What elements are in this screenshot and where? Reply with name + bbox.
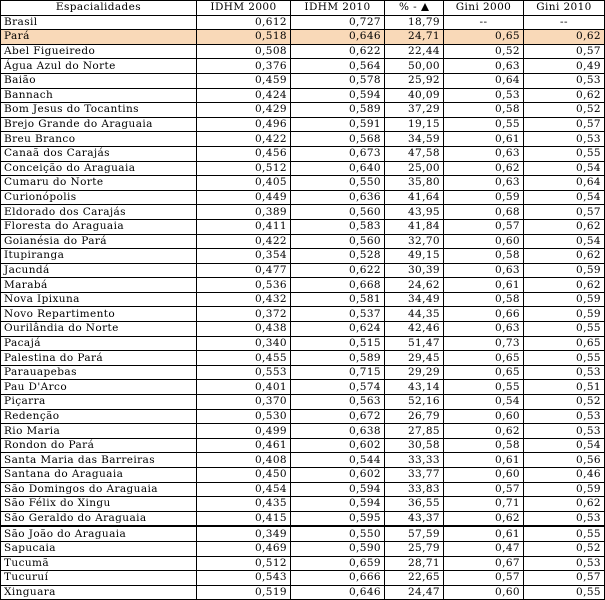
- cell-espacialidade: Novo Repartimento: [1, 307, 197, 322]
- cell-idhm-2000: 0,496: [197, 117, 291, 132]
- cell-percent: 36,55: [385, 497, 444, 512]
- table-row: [1, 73, 605, 88]
- cell-espacialidade: Marabá: [1, 278, 197, 293]
- cell-espacialidade: Xinguara: [1, 585, 197, 600]
- cell-gini-2010: --: [524, 15, 605, 30]
- cell-idhm-2000: 0,519: [197, 585, 291, 600]
- cell-gini-2000: 0,59: [444, 190, 524, 205]
- table-row: [1, 468, 605, 483]
- cell-idhm-2000: 0,415: [197, 511, 291, 526]
- cell-idhm-2010: 0,646: [291, 585, 385, 600]
- cell-percent: 29,29: [385, 365, 444, 380]
- cell-gini-2010: 0,53: [524, 132, 605, 147]
- cell-idhm-2010: 0,528: [291, 249, 385, 264]
- cell-idhm-2000: 0,429: [197, 103, 291, 118]
- table-row: [1, 307, 605, 322]
- table-row: [1, 571, 605, 586]
- cell-idhm-2010: 0,624: [291, 322, 385, 337]
- cell-idhm-2010: 0,544: [291, 453, 385, 468]
- cell-gini-2000: 0,67: [444, 556, 524, 571]
- cell-idhm-2000: 0,450: [197, 468, 291, 483]
- cell-espacialidade: Redenção: [1, 409, 197, 424]
- cell-percent: 41,64: [385, 190, 444, 205]
- cell-percent: 47,58: [385, 146, 444, 161]
- table-row: [1, 263, 605, 278]
- cell-gini-2000: 0,47: [444, 541, 524, 556]
- cell-idhm-2000: 0,389: [197, 205, 291, 220]
- cell-gini-2010: 0,62: [524, 30, 605, 45]
- cell-gini-2010: 0,55: [524, 146, 605, 161]
- cell-percent: 34,49: [385, 292, 444, 307]
- cell-gini-2000: 0,73: [444, 336, 524, 351]
- cell-idhm-2000: 0,508: [197, 44, 291, 59]
- cell-gini-2010: 0,55: [524, 351, 605, 366]
- cell-gini-2000: 0,64: [444, 73, 524, 88]
- cell-percent: 51,47: [385, 336, 444, 351]
- cell-idhm-2010: 0,574: [291, 380, 385, 395]
- cell-gini-2000: 0,61: [444, 453, 524, 468]
- cell-gini-2010: 0,65: [524, 336, 605, 351]
- cell-percent: 40,09: [385, 88, 444, 103]
- cell-gini-2000: 0,55: [444, 117, 524, 132]
- header-row: [1, 1, 605, 16]
- table-row: [1, 556, 605, 571]
- cell-gini-2000: 0,58: [444, 103, 524, 118]
- table-row: [1, 482, 605, 497]
- cell-percent: 42,46: [385, 322, 444, 337]
- cell-idhm-2000: 0,469: [197, 541, 291, 556]
- cell-idhm-2000: 0,438: [197, 322, 291, 337]
- cell-espacialidade: Santana do Araguaia: [1, 468, 197, 483]
- cell-idhm-2000: 0,411: [197, 219, 291, 234]
- cell-espacialidade: Água Azul do Norte: [1, 59, 197, 74]
- cell-idhm-2000: 0,454: [197, 482, 291, 497]
- cell-gini-2000: 0,63: [444, 59, 524, 74]
- cell-espacialidade: Floresta do Araguaia: [1, 219, 197, 234]
- cell-gini-2000: 0,58: [444, 292, 524, 307]
- cell-percent: 24,71: [385, 30, 444, 45]
- cell-percent: 30,58: [385, 438, 444, 453]
- cell-idhm-2000: 0,340: [197, 336, 291, 351]
- cell-idhm-2010: 0,550: [291, 526, 385, 541]
- header-gini-2000: Gini 2000: [444, 1, 524, 16]
- cell-gini-2000: --: [444, 15, 524, 30]
- cell-idhm-2010: 0,583: [291, 219, 385, 234]
- cell-gini-2010: 0,57: [524, 205, 605, 220]
- header-percent-change[interactable]: [385, 1, 444, 16]
- cell-idhm-2010: 0,595: [291, 511, 385, 526]
- cell-percent: 43,14: [385, 380, 444, 395]
- cell-idhm-2010: 0,646: [291, 30, 385, 45]
- cell-espacialidade: Ourilândia do Norte: [1, 322, 197, 337]
- table-row: [1, 103, 605, 118]
- cell-percent: 25,79: [385, 541, 444, 556]
- cell-idhm-2010: 0,659: [291, 556, 385, 571]
- table-row: [1, 424, 605, 439]
- cell-percent: 33,33: [385, 453, 444, 468]
- cell-gini-2010: 0,52: [524, 541, 605, 556]
- cell-idhm-2000: 0,456: [197, 146, 291, 161]
- cell-gini-2000: 0,53: [444, 88, 524, 103]
- cell-gini-2000: 0,57: [444, 219, 524, 234]
- cell-gini-2010: 0,62: [524, 278, 605, 293]
- cell-gini-2010: 0,59: [524, 292, 605, 307]
- cell-idhm-2010: 0,638: [291, 424, 385, 439]
- cell-idhm-2010: 0,622: [291, 263, 385, 278]
- cell-idhm-2000: 0,455: [197, 351, 291, 366]
- cell-gini-2010: 0,57: [524, 571, 605, 586]
- cell-espacialidade: Canaã dos Carajás: [1, 146, 197, 161]
- table-row: [1, 322, 605, 337]
- cell-espacialidade: Parauapebas: [1, 365, 197, 380]
- cell-idhm-2010: 0,673: [291, 146, 385, 161]
- header-idhm-2010: IDHM 2010: [291, 1, 385, 16]
- cell-idhm-2000: 0,543: [197, 571, 291, 586]
- cell-gini-2010: 0,55: [524, 322, 605, 337]
- cell-gini-2010: 0,51: [524, 380, 605, 395]
- cell-idhm-2000: 0,530: [197, 409, 291, 424]
- cell-gini-2010: 0,62: [524, 249, 605, 264]
- table-row: [1, 365, 605, 380]
- cell-percent: 29,45: [385, 351, 444, 366]
- table-row: [1, 278, 605, 293]
- cell-idhm-2000: 0,422: [197, 234, 291, 249]
- cell-gini-2000: 0,60: [444, 234, 524, 249]
- cell-espacialidade: Pau D'Arco: [1, 380, 197, 395]
- cell-gini-2000: 0,60: [444, 468, 524, 483]
- cell-gini-2000: 0,65: [444, 351, 524, 366]
- table-row: [1, 190, 605, 205]
- cell-percent: 30,39: [385, 263, 444, 278]
- cell-gini-2010: 0,53: [524, 365, 605, 380]
- cell-gini-2010: 0,64: [524, 176, 605, 191]
- table-row: [1, 249, 605, 264]
- cell-espacialidade: São Domingos do Araguaia: [1, 482, 197, 497]
- cell-idhm-2010: 0,636: [291, 190, 385, 205]
- table-row: [1, 511, 605, 526]
- cell-percent: 52,16: [385, 395, 444, 410]
- cell-espacialidade: Jacundá: [1, 263, 197, 278]
- table-row: [1, 409, 605, 424]
- cell-percent: 44,35: [385, 307, 444, 322]
- cell-espacialidade: Bannach: [1, 88, 197, 103]
- cell-gini-2000: 0,57: [444, 571, 524, 586]
- cell-idhm-2010: 0,666: [291, 571, 385, 586]
- table-row: [1, 30, 605, 45]
- cell-espacialidade: Cumaru do Norte: [1, 176, 197, 191]
- cell-gini-2000: 0,58: [444, 438, 524, 453]
- cell-gini-2000: 0,61: [444, 132, 524, 147]
- cell-gini-2010: 0,54: [524, 190, 605, 205]
- cell-gini-2010: 0,53: [524, 73, 605, 88]
- cell-idhm-2000: 0,518: [197, 30, 291, 45]
- header-espacialidades: Espacialidades: [1, 1, 197, 16]
- cell-espacialidade: Conceição do Araguaia: [1, 161, 197, 176]
- cell-espacialidade: Brasil: [1, 15, 197, 30]
- cell-idhm-2010: 0,640: [291, 161, 385, 176]
- cell-idhm-2010: 0,668: [291, 278, 385, 293]
- table-row: [1, 219, 605, 234]
- cell-percent: 25,00: [385, 161, 444, 176]
- cell-gini-2010: 0,54: [524, 438, 605, 453]
- cell-espacialidade: São Geraldo do Araguaia: [1, 511, 197, 526]
- cell-espacialidade: Rondon do Pará: [1, 438, 197, 453]
- table-row: [1, 88, 605, 103]
- table-row: [1, 146, 605, 161]
- cell-gini-2010: 0,53: [524, 424, 605, 439]
- table-row: [1, 380, 605, 395]
- cell-gini-2000: 0,63: [444, 146, 524, 161]
- cell-espacialidade: Bom Jesus do Tocantins: [1, 103, 197, 118]
- cell-gini-2000: 0,55: [444, 380, 524, 395]
- table-row: [1, 526, 605, 541]
- cell-gini-2010: 0,59: [524, 263, 605, 278]
- cell-gini-2000: 0,68: [444, 205, 524, 220]
- cell-gini-2010: 0,57: [524, 44, 605, 59]
- cell-idhm-2010: 0,715: [291, 365, 385, 380]
- cell-idhm-2010: 0,589: [291, 351, 385, 366]
- cell-gini-2010: 0,49: [524, 59, 605, 74]
- cell-espacialidade: Palestina do Pará: [1, 351, 197, 366]
- cell-gini-2010: 0,46: [524, 468, 605, 483]
- table-row: [1, 585, 605, 600]
- table-row: [1, 117, 605, 132]
- cell-gini-2010: 0,55: [524, 526, 605, 541]
- cell-idhm-2010: 0,594: [291, 88, 385, 103]
- table-row: [1, 336, 605, 351]
- cell-percent: 50,00: [385, 59, 444, 74]
- cell-percent: 43,95: [385, 205, 444, 220]
- cell-idhm-2000: 0,461: [197, 438, 291, 453]
- cell-idhm-2010: 0,602: [291, 468, 385, 483]
- cell-gini-2000: 0,61: [444, 278, 524, 293]
- cell-percent: 24,62: [385, 278, 444, 293]
- cell-percent: 22,44: [385, 44, 444, 59]
- header-idhm-2000: IDHM 2000: [197, 1, 291, 16]
- cell-percent: 26,79: [385, 409, 444, 424]
- cell-idhm-2010: 0,672: [291, 409, 385, 424]
- cell-espacialidade: São Félix do Xingu: [1, 497, 197, 512]
- table-body: [1, 15, 605, 600]
- cell-gini-2000: 0,62: [444, 161, 524, 176]
- cell-espacialidade: Tucuruí: [1, 571, 197, 586]
- cell-espacialidade: Breu Branco: [1, 132, 197, 147]
- cell-percent: 19,15: [385, 117, 444, 132]
- header-gini-2010: Gini 2010: [524, 1, 605, 16]
- cell-idhm-2000: 0,424: [197, 88, 291, 103]
- cell-percent: 18,79: [385, 15, 444, 30]
- header-percent-label: % -: [398, 1, 418, 14]
- table-row: [1, 234, 605, 249]
- cell-espacialidade: Curionópolis: [1, 190, 197, 205]
- cell-idhm-2000: 0,536: [197, 278, 291, 293]
- cell-idhm-2000: 0,422: [197, 132, 291, 147]
- cell-gini-2000: 0,66: [444, 307, 524, 322]
- table-row: [1, 438, 605, 453]
- cell-idhm-2000: 0,401: [197, 380, 291, 395]
- cell-percent: 34,59: [385, 132, 444, 147]
- cell-idhm-2010: 0,515: [291, 336, 385, 351]
- cell-idhm-2000: 0,499: [197, 424, 291, 439]
- cell-idhm-2000: 0,349: [197, 526, 291, 541]
- cell-gini-2000: 0,54: [444, 395, 524, 410]
- cell-gini-2000: 0,58: [444, 249, 524, 264]
- cell-gini-2000: 0,71: [444, 497, 524, 512]
- cell-espacialidade: Pará: [1, 30, 197, 45]
- cell-idhm-2000: 0,459: [197, 73, 291, 88]
- cell-gini-2010: 0,62: [524, 88, 605, 103]
- table-row: [1, 59, 605, 74]
- cell-espacialidade: Tucumã: [1, 556, 197, 571]
- cell-idhm-2000: 0,354: [197, 249, 291, 264]
- table-row: [1, 453, 605, 468]
- cell-idhm-2010: 0,563: [291, 395, 385, 410]
- table-row: [1, 15, 605, 30]
- cell-percent: 35,80: [385, 176, 444, 191]
- cell-espacialidade: Baião: [1, 73, 197, 88]
- cell-gini-2000: 0,52: [444, 44, 524, 59]
- cell-idhm-2000: 0,449: [197, 190, 291, 205]
- cell-percent: 28,71: [385, 556, 444, 571]
- cell-idhm-2000: 0,435: [197, 497, 291, 512]
- table-row: [1, 161, 605, 176]
- cell-percent: 32,70: [385, 234, 444, 249]
- table-row: [1, 176, 605, 191]
- cell-gini-2010: 0,52: [524, 395, 605, 410]
- cell-espacialidade: Pacajá: [1, 336, 197, 351]
- cell-gini-2000: 0,63: [444, 263, 524, 278]
- cell-idhm-2010: 0,560: [291, 205, 385, 220]
- cell-idhm-2010: 0,591: [291, 117, 385, 132]
- cell-idhm-2000: 0,477: [197, 263, 291, 278]
- table-row: [1, 132, 605, 147]
- cell-percent: 25,92: [385, 73, 444, 88]
- cell-gini-2010: 0,62: [524, 219, 605, 234]
- cell-gini-2010: 0,62: [524, 497, 605, 512]
- cell-gini-2010: 0,59: [524, 482, 605, 497]
- cell-gini-2000: 0,61: [444, 526, 524, 541]
- cell-idhm-2010: 0,594: [291, 497, 385, 512]
- cell-espacialidade: Sapucaia: [1, 541, 197, 556]
- cell-espacialidade: Goianésia do Pará: [1, 234, 197, 249]
- cell-idhm-2000: 0,405: [197, 176, 291, 191]
- cell-percent: 24,47: [385, 585, 444, 600]
- table-row: [1, 44, 605, 59]
- cell-gini-2010: 0,52: [524, 103, 605, 118]
- cell-espacialidade: São João do Araguaia: [1, 526, 197, 541]
- cell-idhm-2010: 0,564: [291, 59, 385, 74]
- cell-idhm-2010: 0,537: [291, 307, 385, 322]
- cell-espacialidade: Brejo Grande do Araguaia: [1, 117, 197, 132]
- cell-espacialidade: Piçarra: [1, 395, 197, 410]
- cell-idhm-2000: 0,512: [197, 556, 291, 571]
- cell-gini-2000: 0,65: [444, 365, 524, 380]
- cell-gini-2010: 0,53: [524, 556, 605, 571]
- cell-idhm-2010: 0,578: [291, 73, 385, 88]
- cell-idhm-2000: 0,376: [197, 59, 291, 74]
- cell-idhm-2010: 0,550: [291, 176, 385, 191]
- table-row: [1, 541, 605, 556]
- cell-gini-2010: 0,54: [524, 161, 605, 176]
- cell-gini-2000: 0,57: [444, 482, 524, 497]
- cell-idhm-2000: 0,370: [197, 395, 291, 410]
- cell-percent: 33,83: [385, 482, 444, 497]
- cell-idhm-2000: 0,553: [197, 365, 291, 380]
- cell-percent: 49,15: [385, 249, 444, 264]
- cell-gini-2010: 0,59: [524, 307, 605, 322]
- cell-espacialidade: Itupiranga: [1, 249, 197, 264]
- cell-gini-2010: 0,53: [524, 511, 605, 526]
- cell-idhm-2000: 0,408: [197, 453, 291, 468]
- cell-gini-2000: 0,62: [444, 424, 524, 439]
- cell-idhm-2010: 0,622: [291, 44, 385, 59]
- cell-espacialidade: Santa Maria das Barreiras: [1, 453, 197, 468]
- cell-idhm-2000: 0,372: [197, 307, 291, 322]
- cell-idhm-2010: 0,590: [291, 541, 385, 556]
- cell-gini-2000: 0,63: [444, 322, 524, 337]
- cell-idhm-2010: 0,568: [291, 132, 385, 147]
- cell-gini-2010: 0,56: [524, 453, 605, 468]
- cell-gini-2000: 0,65: [444, 30, 524, 45]
- cell-idhm-2010: 0,560: [291, 234, 385, 249]
- cell-gini-2010: 0,53: [524, 409, 605, 424]
- cell-idhm-2000: 0,432: [197, 292, 291, 307]
- cell-percent: 22,65: [385, 571, 444, 586]
- table-row: [1, 205, 605, 220]
- arrow-up-icon[interactable]: [421, 3, 429, 11]
- cell-gini-2000: 0,62: [444, 511, 524, 526]
- cell-percent: 57,59: [385, 526, 444, 541]
- cell-gini-2010: 0,54: [524, 234, 605, 249]
- cell-gini-2010: 0,55: [524, 585, 605, 600]
- cell-idhm-2010: 0,594: [291, 482, 385, 497]
- cell-gini-2010: 0,57: [524, 117, 605, 132]
- cell-percent: 27,85: [385, 424, 444, 439]
- cell-idhm-2000: 0,612: [197, 15, 291, 30]
- cell-espacialidade: Rio Maria: [1, 424, 197, 439]
- cell-percent: 43,37: [385, 511, 444, 526]
- cell-idhm-2010: 0,589: [291, 103, 385, 118]
- cell-espacialidade: Nova Ipixuna: [1, 292, 197, 307]
- table-row: [1, 292, 605, 307]
- cell-idhm-2010: 0,602: [291, 438, 385, 453]
- cell-gini-2000: 0,63: [444, 176, 524, 191]
- cell-percent: 33,77: [385, 468, 444, 483]
- cell-idhm-2010: 0,581: [291, 292, 385, 307]
- table-row: [1, 351, 605, 366]
- cell-idhm-2000: 0,512: [197, 161, 291, 176]
- cell-gini-2000: 0,60: [444, 585, 524, 600]
- cell-percent: 41,84: [385, 219, 444, 234]
- cell-espacialidade: Abel Figueiredo: [1, 44, 197, 59]
- cell-gini-2000: 0,60: [444, 409, 524, 424]
- table-row: [1, 497, 605, 512]
- table-row: [1, 395, 605, 410]
- cell-espacialidade: Eldorado dos Carajás: [1, 205, 197, 220]
- cell-percent: 37,29: [385, 103, 444, 118]
- cell-idhm-2010: 0,727: [291, 15, 385, 30]
